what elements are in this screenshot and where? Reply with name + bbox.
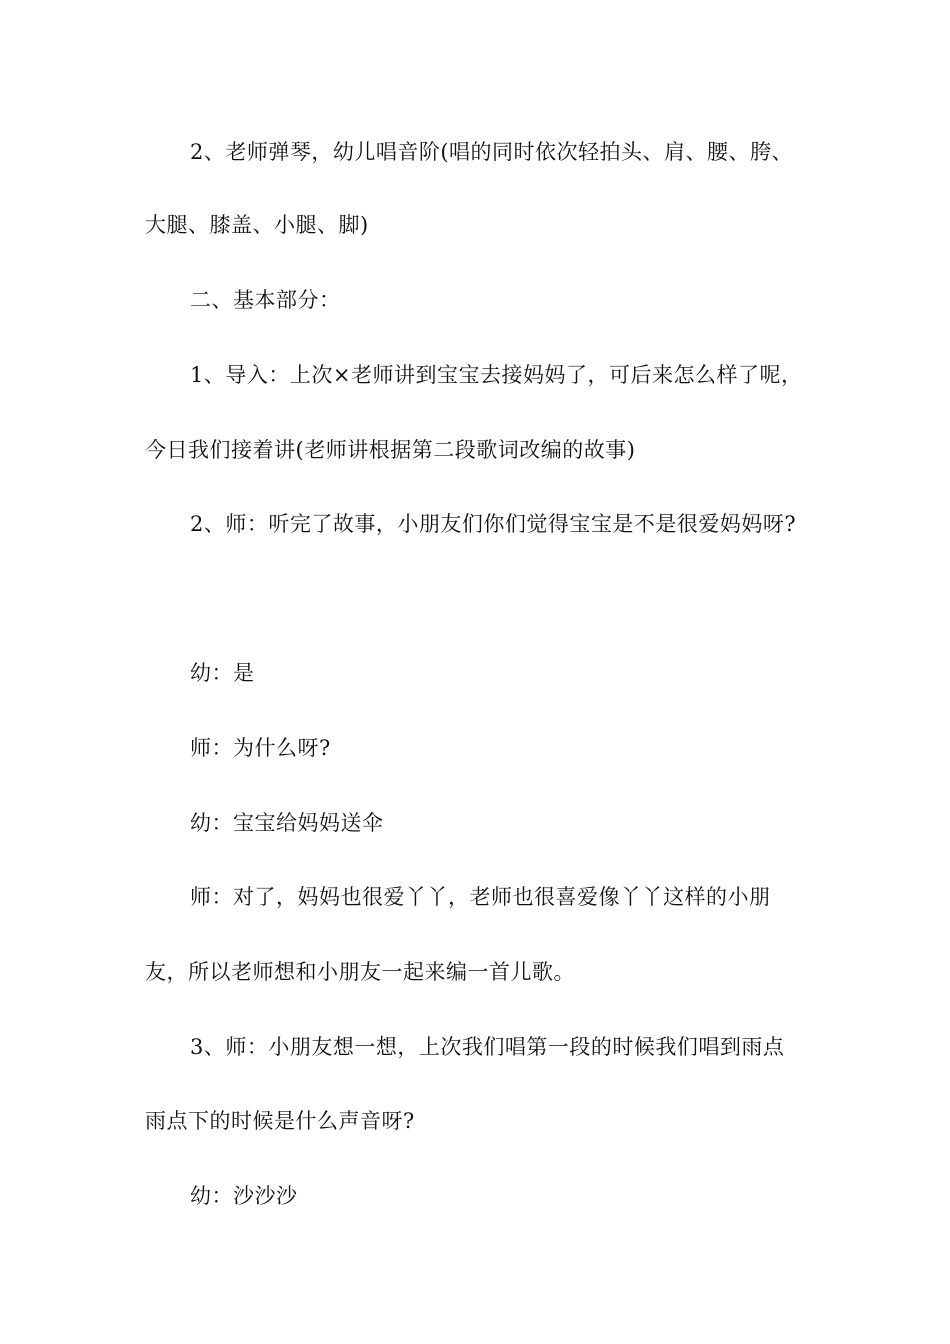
- paragraph-line: 3、师：小朋友想一想，上次我们唱第一段的时候我们唱到雨点: [190, 1035, 785, 1059]
- paragraph-line: 2、师：听完了故事，小朋友们你们觉得宝宝是不是很爱妈妈呀?: [190, 512, 797, 536]
- section-heading: 二、基本部分：: [190, 288, 341, 312]
- dialogue-line: 友，所以老师想和小朋友一起来编一首儿歌。: [145, 960, 575, 984]
- paragraph-line: 1、导入：上次×老师讲到宝宝去接妈妈了，可后来怎么样了呢，: [190, 363, 803, 387]
- paragraph-line: 今日我们接着讲(老师讲根据第二段歌词改编的故事): [145, 438, 636, 462]
- paragraph-line: 2、老师弹琴，幼儿唱音阶(唱的同时依次轻拍头、肩、腰、胯、: [190, 140, 794, 164]
- paragraph-line: 大腿、膝盖、小腿、脚): [145, 213, 369, 237]
- dialogue-line: 幼：宝宝给妈妈送伞: [190, 811, 384, 835]
- paragraph-line: 雨点下的时候是什么声音呀?: [145, 1109, 415, 1133]
- dialogue-line: 幼：沙沙沙: [190, 1184, 298, 1208]
- dialogue-line: 师：为什么呀?: [190, 736, 331, 760]
- dialogue-line: 幼：是: [190, 661, 255, 685]
- dialogue-line: 师：对了，妈妈也很爱丫丫，老师也很喜爱像丫丫这样的小朋: [190, 885, 771, 909]
